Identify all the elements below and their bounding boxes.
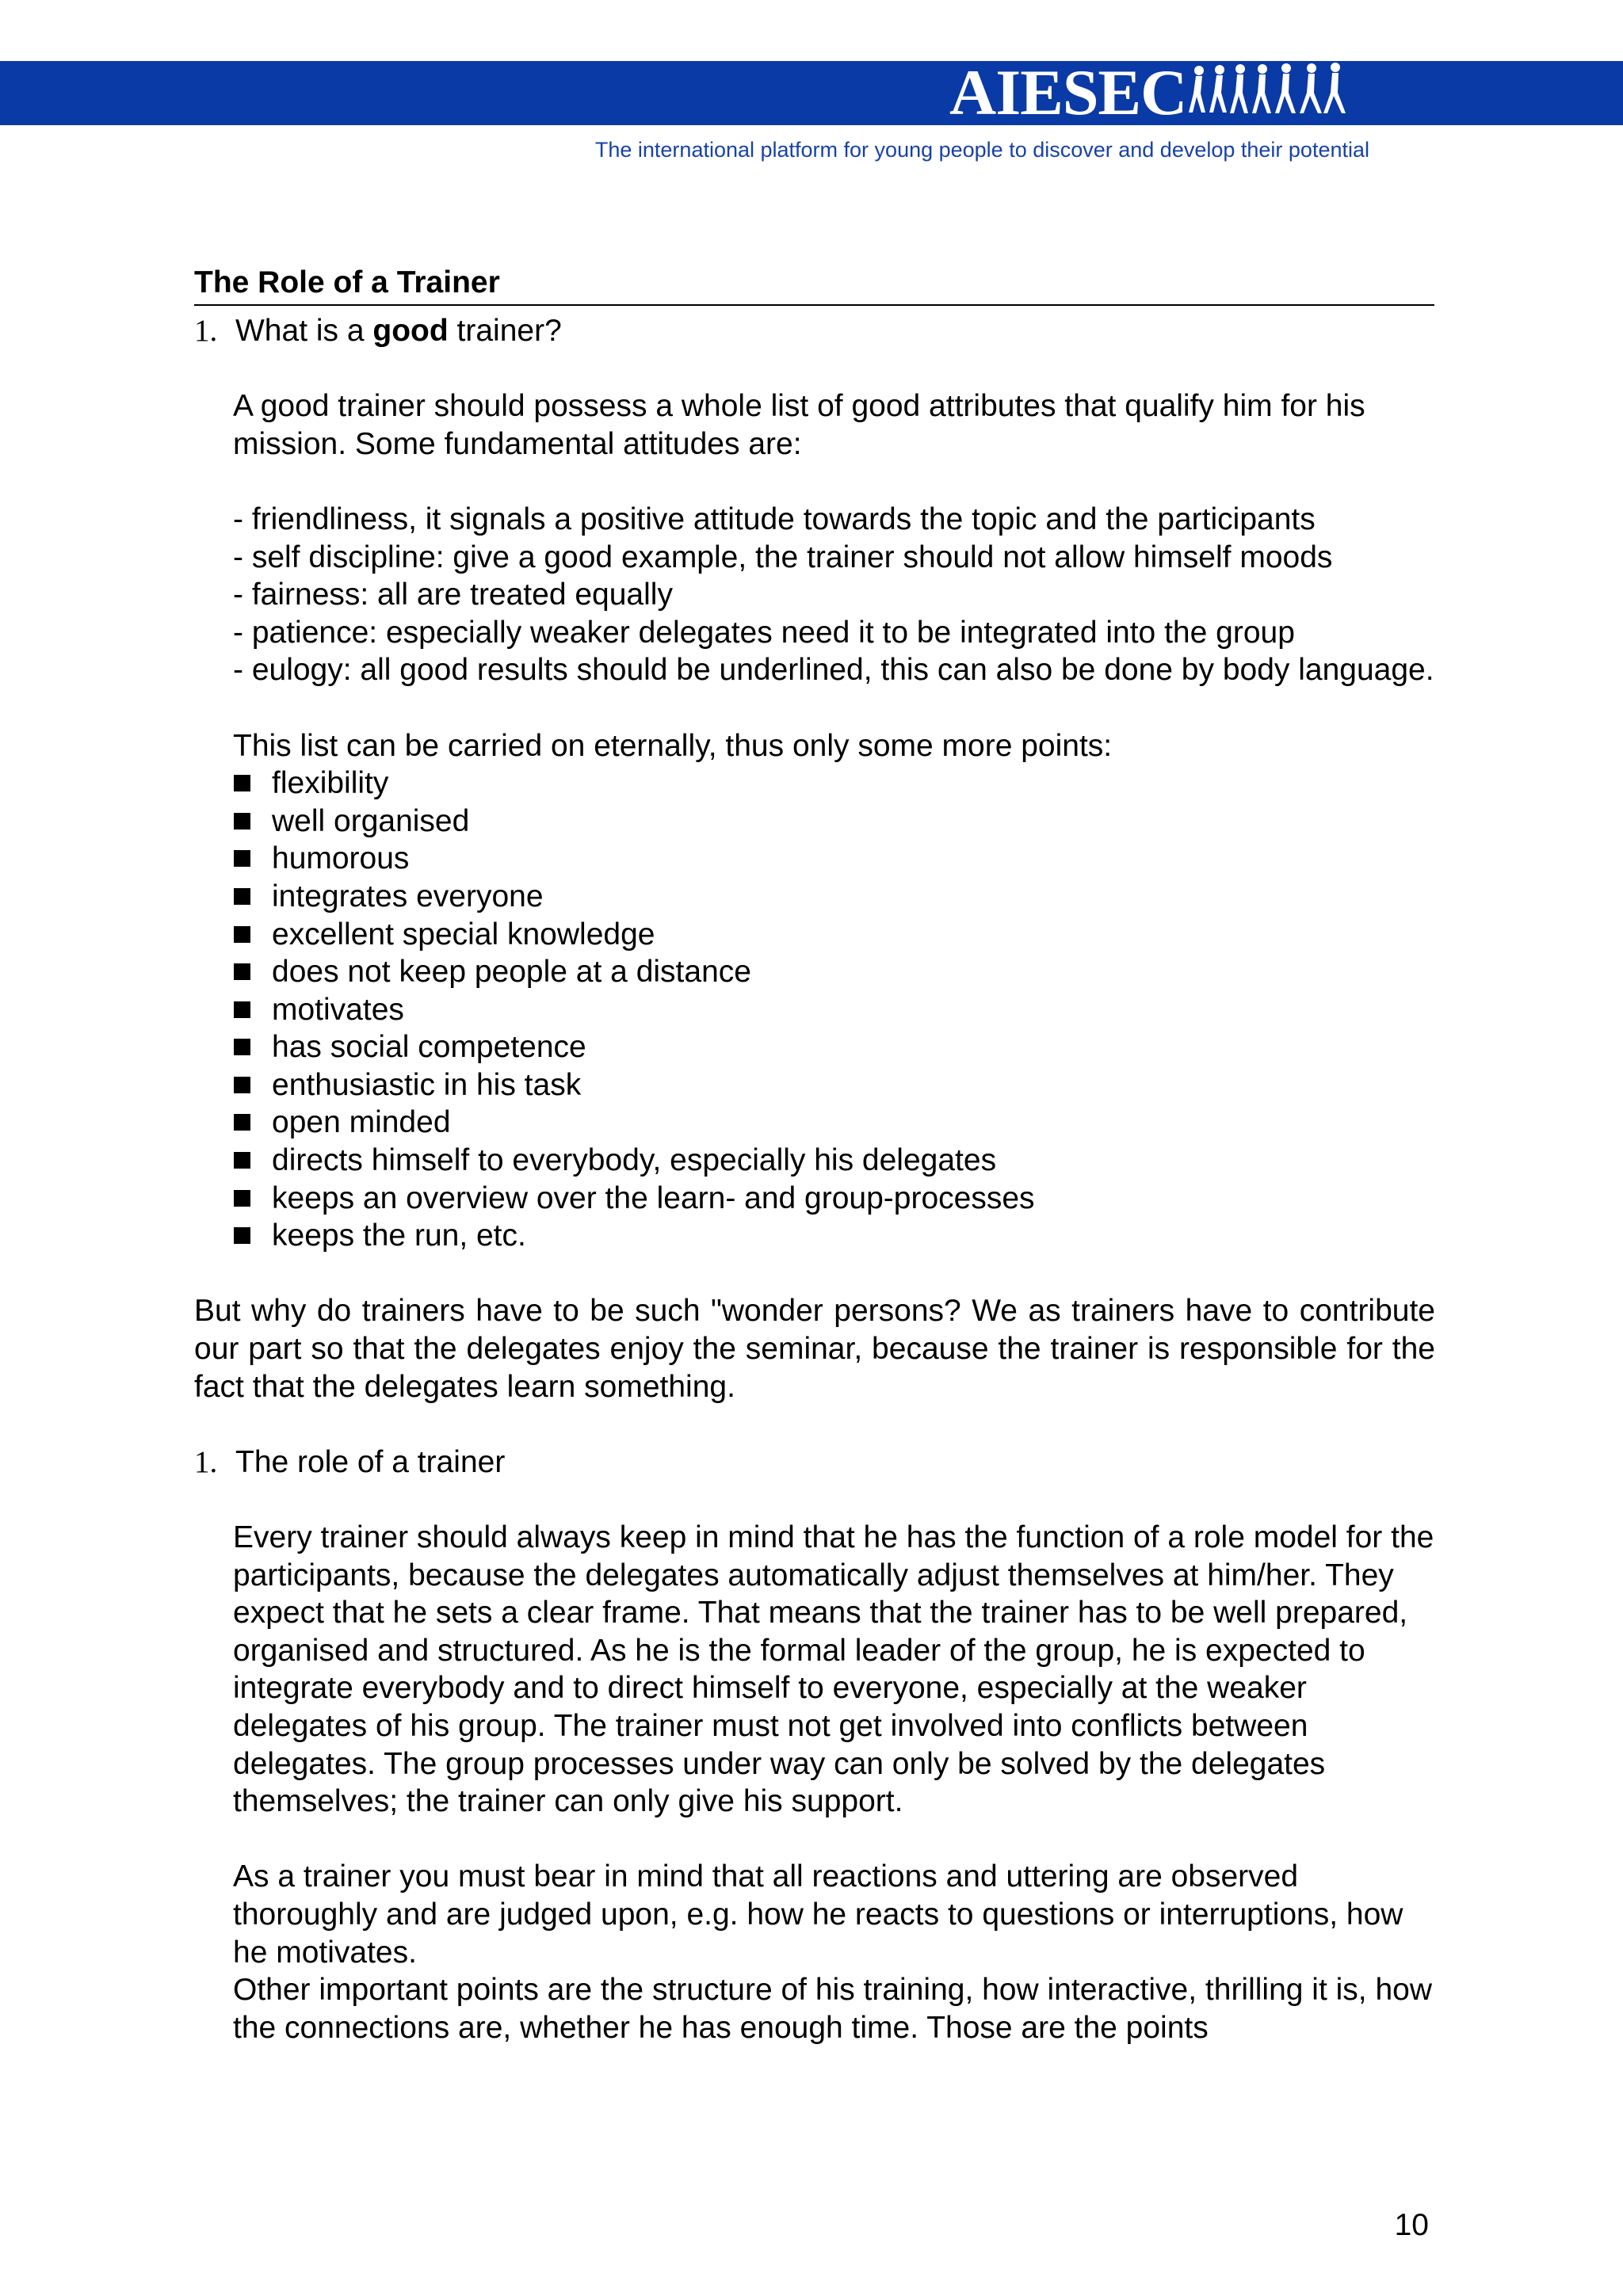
list-item-text: directs himself to everybody, especially his delegates xyxy=(272,1143,997,1178)
list-item-text: has social competence xyxy=(272,1030,586,1065)
square-bullet-icon xyxy=(234,1190,250,1207)
page-title: The Role of a Trainer xyxy=(194,265,1434,306)
square-bullet-icon xyxy=(234,1001,250,1018)
attitude-item: - fairness: all are treated equally xyxy=(233,578,673,612)
attitude-item: - eulogy: all good results should be underlined, this can also be done by body language. xyxy=(233,653,1434,688)
list-item-text: excellent special knowledge xyxy=(272,917,655,952)
role-paragraph-2: As a trainer you must bear in mind that all reactions and uttering are observed thoroughly and are judged upon, e.g. how he reacts to questions or interruptions, how he motivates. xyxy=(233,1859,1403,1970)
list-item xyxy=(234,803,1435,841)
section-heading-text: The role of a trainer xyxy=(235,1444,506,1479)
square-bullet-icon xyxy=(234,888,250,905)
closing-paragraph: But why do trainers have to be such "wonder persons? We as trainers have to contribute our part so that the delegates enjoy the seminar, because the trainer is responsible for the fact that the delegates learn something. xyxy=(194,1294,1435,1404)
section-number: 1. xyxy=(194,1444,218,1479)
list-item-text: open minded xyxy=(272,1105,451,1140)
square-bullet-icon xyxy=(234,1039,250,1055)
heading-text-bold: good xyxy=(372,314,449,348)
aiesec-logo xyxy=(949,56,1346,128)
square-bullet-icon xyxy=(234,1152,250,1169)
page-number: 10 xyxy=(1394,2208,1429,2242)
list-item xyxy=(234,878,1435,916)
more-points-intro: This list can be carried on eternally, thus only some more points: xyxy=(233,728,1113,763)
list-item xyxy=(234,1066,1435,1104)
attitude-item: - friendliness, it signals a positive attitude towards the topic and the participants xyxy=(233,502,1316,536)
square-bullet-icon xyxy=(234,775,250,791)
list-item-text: humorous xyxy=(272,841,410,876)
document-body xyxy=(194,312,1435,2046)
tagline: The international platform for young people to discover and develop their potential xyxy=(594,138,1369,162)
attitude-item: - self discipline: give a good example, the trainer should not allow himself moods xyxy=(233,540,1333,574)
intro-paragraph: A good trainer should possess a whole list of good attributes that qualify him for his mission. Some fundamental attitudes are: xyxy=(233,389,1365,461)
section-heading-text xyxy=(235,312,562,350)
list-item xyxy=(234,840,1435,878)
heading-text-pre: What is a xyxy=(235,314,373,348)
list-item xyxy=(234,765,1435,803)
square-bullet-icon xyxy=(234,926,250,943)
walking-people-icon xyxy=(1188,63,1346,123)
list-item-text: flexibility xyxy=(272,766,389,801)
list-item-text: well organised xyxy=(272,803,470,838)
square-bullet-icon xyxy=(234,1227,250,1244)
role-paragraph-1: Every trainer should always keep in mind that he has the function of a role model for the participants, because the delegates automatically adjust themselves at him/her. They expect that he sets a clear frame. That means that the trainer has to be well prepared, organised and structured. As he is the formal leader of the group, he is expected to integrate everybody and to direct himself to everyone, especially at the weaker delegates of his group. The trainer must not get involved into conflicts between delegates. The group processes under way can only be solved by the delegates themselves; the trainer can only give his support. xyxy=(233,1520,1434,1819)
square-bullet-icon xyxy=(234,1077,250,1093)
section-heading-role xyxy=(194,1444,1435,1482)
points-list xyxy=(194,765,1435,1255)
list-item xyxy=(234,1104,1435,1142)
section-number: 1. xyxy=(194,314,218,348)
list-item xyxy=(234,991,1435,1029)
logo-text: AIESEC xyxy=(949,56,1187,128)
list-item-text: enthusiastic in his task xyxy=(272,1067,582,1102)
list-item xyxy=(234,1180,1435,1218)
list-item-text: keeps the run, etc. xyxy=(272,1219,526,1253)
list-item xyxy=(234,1217,1435,1255)
square-bullet-icon xyxy=(234,963,250,980)
role-paragraph-3: Other important points are the structure of his training, how interactive, thrilling it is, how the connections are, whether he has enough time. Those are the points xyxy=(233,1973,1433,2045)
square-bullet-icon xyxy=(234,850,250,867)
attitudes-list xyxy=(194,501,1435,689)
attitude-item: - patience: especially weaker delegates need it to be integrated into the group xyxy=(233,615,1295,650)
heading-text-post: trainer? xyxy=(448,314,562,348)
list-item xyxy=(234,953,1435,991)
section-heading-good-trainer xyxy=(194,312,1435,350)
list-item xyxy=(234,1028,1435,1066)
square-bullet-icon xyxy=(234,813,250,830)
list-item-text: motivates xyxy=(272,992,404,1027)
header-bar xyxy=(0,56,1623,128)
list-item-text: does not keep people at a distance xyxy=(272,955,751,990)
list-item-text: keeps an overview over the learn- and group-processes xyxy=(272,1180,1035,1215)
list-item xyxy=(234,1142,1435,1180)
list-item-text: integrates everyone xyxy=(272,879,544,913)
list-item xyxy=(234,916,1435,954)
square-bullet-icon xyxy=(234,1114,250,1131)
